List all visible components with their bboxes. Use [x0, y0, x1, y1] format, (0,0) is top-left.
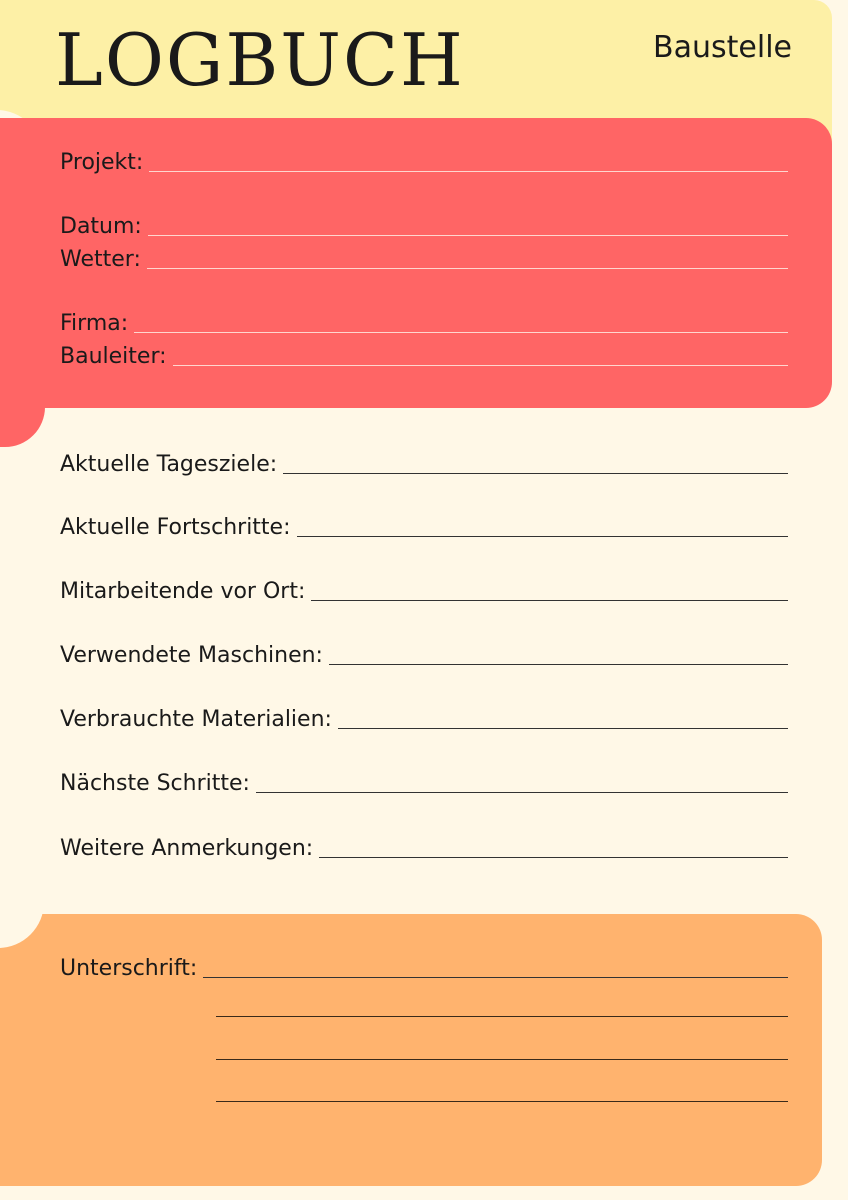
field-line[interactable] [329, 664, 788, 665]
page-subtitle: Baustelle [653, 30, 792, 65]
field-label: Datum: [60, 214, 142, 239]
field-unterschrift[interactable] [60, 950, 788, 982]
field-line[interactable] [283, 473, 788, 474]
field-label: Projekt: [60, 150, 144, 175]
field-projekt[interactable] [60, 144, 788, 176]
field-bauleiter[interactable] [60, 338, 788, 370]
field-line[interactable] [338, 728, 788, 729]
field-line[interactable] [149, 171, 788, 172]
project-info-tab [0, 380, 45, 447]
field-line[interactable] [134, 332, 788, 333]
field-line[interactable] [297, 536, 788, 537]
field-line[interactable] [256, 792, 788, 793]
field-line[interactable] [148, 235, 788, 236]
field-mitarbeitende[interactable] [60, 573, 788, 605]
field-label: Bauleiter: [60, 344, 167, 369]
field-line[interactable] [203, 977, 788, 978]
field-line[interactable] [319, 857, 788, 858]
field-label: Unterschrift: [60, 956, 198, 981]
field-label: Wetter: [60, 247, 141, 272]
field-maschinen[interactable] [60, 637, 788, 669]
field-line[interactable] [311, 600, 788, 601]
field-naechste-schritte[interactable] [60, 765, 788, 797]
field-label: Verbrauchte Materialien: [60, 707, 332, 732]
field-label: Verwendete Maschinen: [60, 643, 323, 668]
field-wetter[interactable] [60, 241, 788, 273]
field-firma[interactable] [60, 305, 788, 337]
signature-line[interactable] [216, 1016, 788, 1017]
field-datum[interactable] [60, 208, 788, 240]
field-materialien[interactable] [60, 701, 788, 733]
field-label: Nächste Schritte: [60, 771, 250, 796]
field-label: Mitarbeitende vor Ort: [60, 579, 306, 604]
field-tagesziele[interactable] [60, 446, 788, 478]
field-label: Aktuelle Tagesziele: [60, 452, 278, 477]
field-line[interactable] [147, 268, 788, 269]
field-fortschritte[interactable] [60, 509, 788, 541]
signature-line[interactable] [216, 1101, 788, 1102]
field-label: Firma: [60, 311, 129, 336]
field-anmerkungen[interactable] [60, 830, 788, 862]
field-line[interactable] [173, 365, 788, 366]
page-title: LOGBUCH [55, 18, 465, 102]
field-label: Aktuelle Fortschritte: [60, 515, 291, 540]
signature-line[interactable] [216, 1059, 788, 1060]
field-label: Weitere Anmerkungen: [60, 836, 314, 861]
